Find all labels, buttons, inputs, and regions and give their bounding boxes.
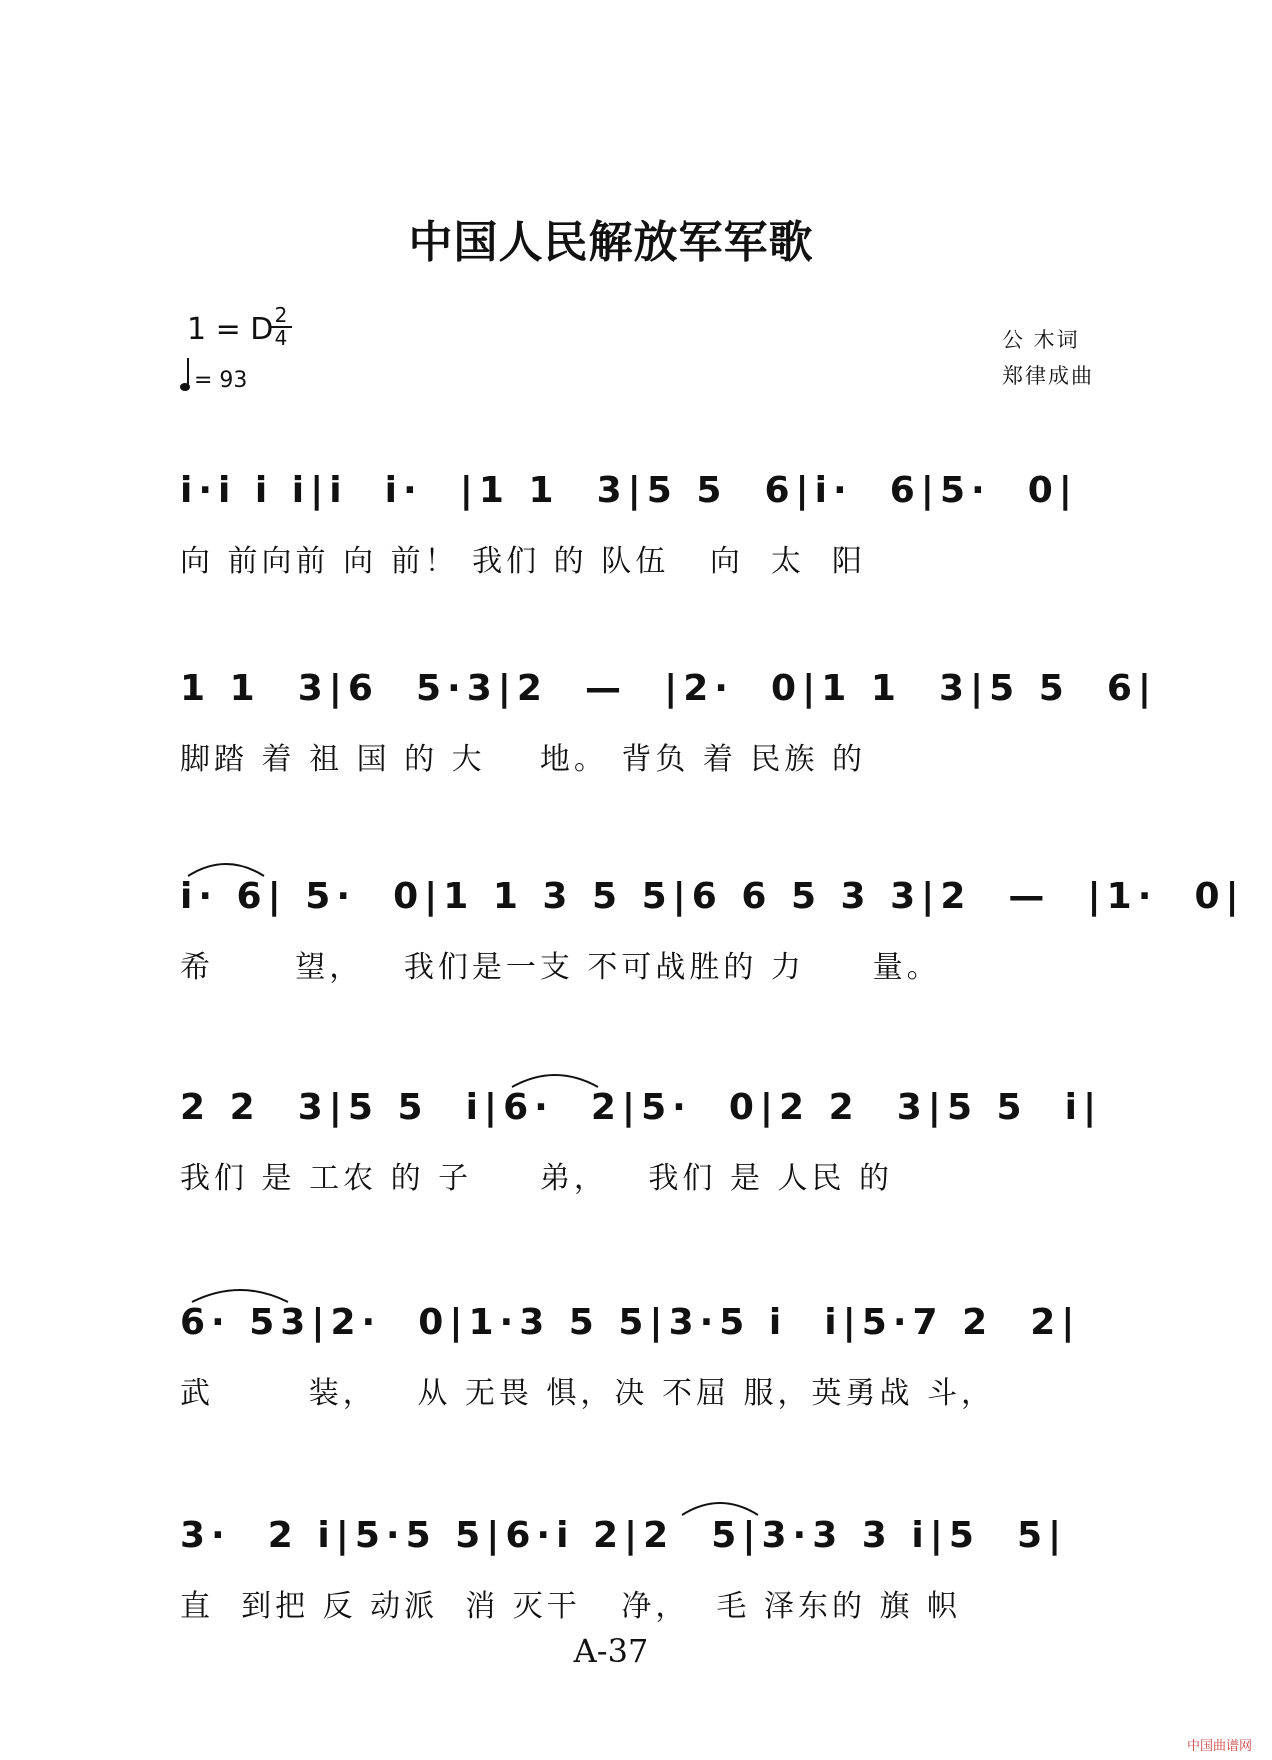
tempo-marking: = 93 xyxy=(194,368,248,393)
time-signature-bottom: 4 xyxy=(270,326,292,349)
time-signature xyxy=(270,305,292,349)
lyrics-row: 武 装， 从 无畏 惧，决 不屈 服，英勇战 斗， xyxy=(180,1376,996,1411)
notation-row: i·i i i|i i· |1 1 3|5 5 6|i· 6|5· 0| xyxy=(180,470,1078,511)
notation-row: 6· 53|2· 0|1·3 5 5|3·5 i i|5·7 2 2| xyxy=(180,1302,1081,1343)
time-signature-top: 2 xyxy=(274,303,288,327)
score-line-6 xyxy=(180,1515,1100,1635)
lyrics-row: 希 望， 我们是一支 不可战胜的 力 量。 xyxy=(180,950,941,985)
lyrics-row: 我们 是 工农 的 子 弟， 我们 是 人民 的 xyxy=(180,1161,894,1196)
watermark: 中国曲谱网 xyxy=(1186,1739,1252,1754)
notation-row: 1 1 3|6 5·3|2 — |2· 0|1 1 3|5 5 6| xyxy=(180,668,1158,709)
notation-row: i· 6| 5· 0|1 1 3 5 5|6 6 5 3 3|2 — |1· 0| xyxy=(180,876,1245,917)
quarter-note-icon xyxy=(180,356,190,392)
score-line-1 xyxy=(180,470,1100,590)
score-line-2 xyxy=(180,668,1158,788)
lyrics-row: 脚踏 着 祖 国 的 大 地。 背负 着 民族 的 xyxy=(180,742,866,777)
key-signature: 1 = D xyxy=(187,312,274,347)
lyrics-row: 直 到把 反 动派 消 灭干 净， 毛 泽东的 旗 帜 xyxy=(180,1589,962,1624)
page-number: A-37 xyxy=(573,1632,649,1670)
lyrics-row: 向 前向前 向 前！ 我们 的 队伍 向 太 阳 xyxy=(180,544,866,579)
score-line-3 xyxy=(180,876,1245,996)
lyricist: 公 木词 xyxy=(1002,328,1080,352)
notation-row: 2 2 3|5 5 i|6· 2|5· 0|2 2 3|5 5 i| xyxy=(180,1087,1103,1128)
slur-icon xyxy=(186,858,266,878)
slur-icon xyxy=(190,1284,290,1304)
credits xyxy=(1002,322,1102,394)
page-title: 中国人民解放军军歌 xyxy=(408,217,814,268)
score-line-5 xyxy=(180,1302,1100,1422)
score-line-4 xyxy=(180,1087,1103,1207)
slur-icon xyxy=(680,1497,760,1517)
notation-row: 3· 2 i|5·5 5|6·i 2|2 5|3·3 3 i|5 5| xyxy=(180,1515,1068,1556)
composer: 郑律成曲 xyxy=(1002,364,1094,388)
slur-icon xyxy=(510,1069,600,1089)
